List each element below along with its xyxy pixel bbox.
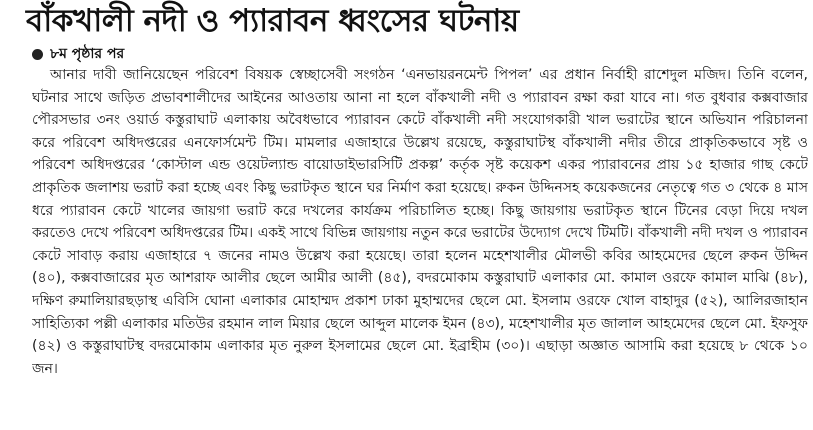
article-paragraph: আনার দাবী জানিয়েছেন পরিবেশ বিষয়ক স্বেচ্ছাসেবী সংগঠন ‘এনভায়রনমেন্ট পিপল’ এর প্রধান নির্বাহী রাশেদুল মজিদ। তিনি বলেন, ঘটনার সাথে জড়িত প্রভাবশালীদের আইনের আওতায় আনা না হলে বাঁকখালী নদী ও প্যারাবন রক্ষা করা যাবে না। গত বুধবার কক্সবাজার পৌরসভার ৩নং ওয়ার্ড কস্তুরাঘাট এলাকায় অবৈধভাবে প্যারাবন কেটে বাঁকখালী নদী সংযোগকারী খাল ভরাটের স্থানে অভিযান পরিচালনা করে পরিবেশ অধিদপ্তরের এনফোর্সমেন্ট টিম। মামলার এজাহারে উল্লেখ রয়েছে, কস্তুরাঘাটস্থ বাঁকখালী নদীর তীরে প্রাকৃতিকভাবে সৃষ্ট ও পরিবেশ অধিদপ্তরের ‘কোস্টাল এন্ড ওয়েটল্যান্ড বায়োডাইভারসিটি প্রকল্প’ কর্তৃক সৃষ্ট কয়েকশ একর প্যারাবনের প্রায় ১৫ হাজার গাছ কেটে প্রাকৃতিক জলাশয় ভরাট করা হচ্ছে এবং কিছু ভরাটকৃত স্থানে ঘর নির্মাণ করা হয়েছে। রুকন উদ্দিনসহ কয়েকজনের নেতৃত্বে গত ৩ থেকে ৪ মাস ধরে প্যারাবন কেটে খালের জায়গা ভরাট করে দখলের কার্যক্রম পরিচালিত হচ্ছে। কিছু জায়গায় ভরাটকৃত স্থানে টিনের বেড়া দিয়ে দখল করতেও দেখে পরিবেশ অধিদপ্তরের টিম। একই সাথে বিভিন্ন জায়গায় নতুন করে ভরাটের উদ্যোগ দেখে টিমটি। বাঁকখালী নদী দখল ও প্যারাবন কেটে সাবাড় করায় এজাহারে ৭ জনের নামও উল্লেখ করা হয়েছে। তারা হলেন মহেশখালীর মৌলভী কবির আহমেদের ছেলে রুকন উদ্দিন (৪০), কক্সবাজারের মৃত আশরাফ আলীর ছেলে আমীর আলী (৪৫), বদরমোকাম কস্তুরাঘাট এলাকার মো. কামাল ওরফে কামাল মাঝি (৪৮), দক্ষিণ রুমালিয়ারছড়াস্থ এবিসি ঘোনা এলাকার মোহাম্মদ প্রকাশ ঢাকা মুহাম্মদের ছেলে মো. ইসলাম ওরফে খোল বাহাদুর (৫২), আলিরজাহান সাহিত্যিকা পল্লী এলাকার মতিউর রহমান লাল মিয়ার ছেলে আব্দুল মালেক ইমন (৪৩), মহেশখালীর মৃত জালাল আহমেদের ছেলে মো. ইফসুফ (৪২) ও কস্তুরাঘাটস্থ বদরমোকাম এলাকার মৃত নুরুল ইসলামের ছেলে মো. ইব্রাহীম (৩০)। এছাড়া অজ্ঞাত আসামি করা হয়েছে ৮ থেকে ১০ জন। — [32, 67, 808, 377]
headline: বাঁকখালী নদী ও প্যারাবন ধ্বংসের ঘটনায় — [26, 3, 519, 39]
article-body — [32, 64, 808, 428]
bullet-icon — [32, 49, 43, 60]
continuation-text: ৮ম পৃষ্ঠার পর — [50, 46, 125, 62]
continuation-label — [32, 44, 124, 64]
